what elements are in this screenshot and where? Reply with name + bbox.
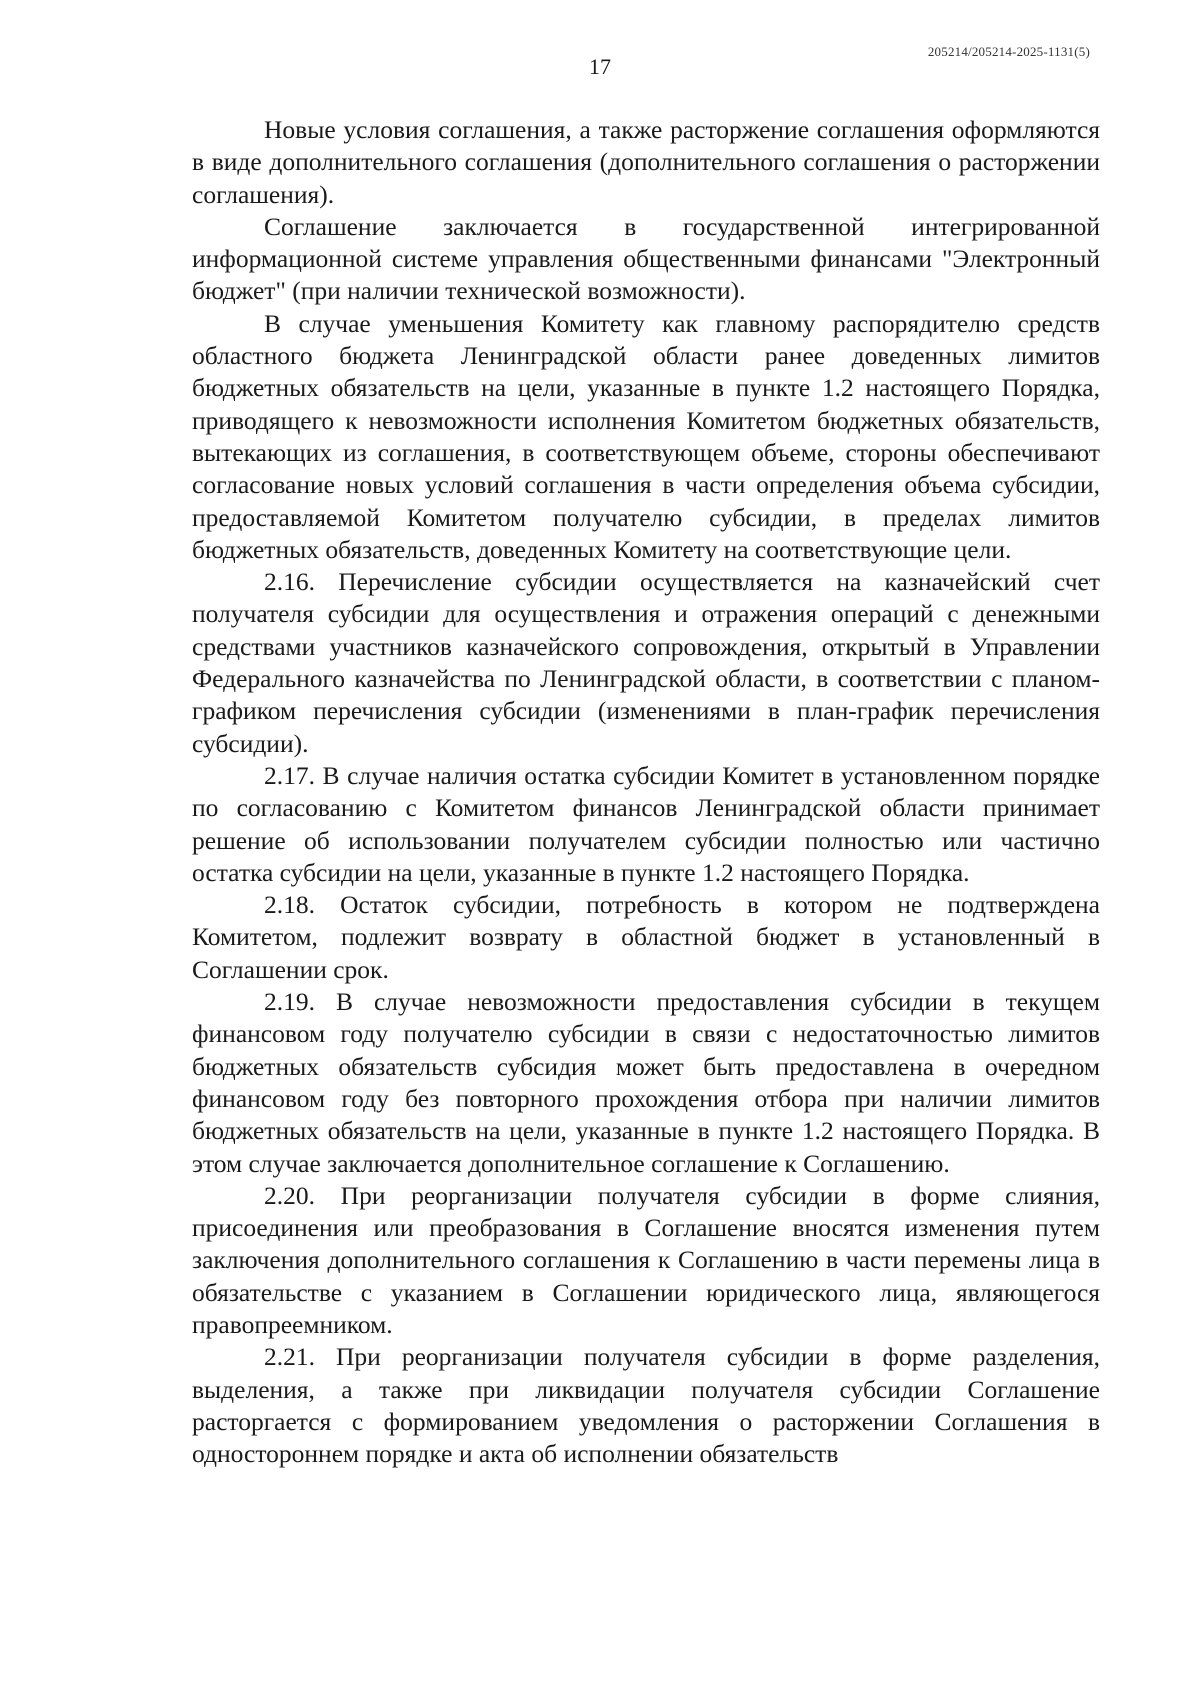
- paragraph: Соглашение заключается в государственной интегрированной информационной системе управления общественными финансами "Электронный бюджет" (при наличии технической возможности).: [192, 211, 1100, 306]
- paragraph: Новые условия соглашения, а также расторжение соглашения оформляются в виде дополнительного соглашения (дополнительного соглашения о расторжении соглашения).: [192, 115, 1100, 209]
- paragraph: 2.17. В случае наличия остатка субсидии Комитет в установленном порядке по согласованию с Комитетом финансов Ленинградской области принимает решение об использовании получателем субсидии полностью или частично остатка субсидии на цели, указанные в пункте 1.2 настоящего Порядка.: [192, 760, 1100, 887]
- page-number: 17: [589, 54, 611, 79]
- paragraph: 2.20. При реорганизации получателя субсидии в форме слияния, присоединения или преобразования в Соглашение вносятся изменения путем заключения дополнительного соглашения к Соглашению в части перемены лица в обязательстве с указанием в Соглашении юридического лица, являющегося правопреемником.: [192, 1180, 1100, 1339]
- paragraph: 2.21. При реорганизации получателя субсидии в форме разделения, выделения, а также при ликвидации получателя субсидии Соглашение расторгается с формированием уведомления о расторжении Соглашения в одностороннем порядке и акта об исполнении обязательств: [192, 1342, 1100, 1469]
- paragraph: 2.18. Остаток субсидии, потребность в котором не подтверждена Комитетом, подлежит возврату в областной бюджет в установленный в Соглашении срок.: [192, 890, 1100, 984]
- paragraph: В случае уменьшения Комитету как главному распорядителю средств областного бюджета Ленинградской области ранее доведенных лимитов бюджетных обязательств на цели, указанные в пункте 1.2 настоящего Порядка, приводящего к невозможности исполнения Комитетом бюджетных обязательств, вытекающих из соглашения, в соответствующем объеме, стороны обеспечивают согласование новых условий соглашения в части определения объема субсидии, предоставляемой Комитетом получателю субсидии, в пределах лимитов бюджетных обязательств, доведенных Комитету на соответствующие цели.: [192, 308, 1100, 564]
- paragraph: 2.19. В случае невозможности предоставления субсидии в текущем финансовом году получателю субсидии в связи с недостаточностью лимитов бюджетных обязательств субсидия может быть предоставлена в очередном финансовом году без повторного прохождения отбора при наличии лимитов бюджетных обязательств на цели, указанные в пункте 1.2 настоящего Порядка. В этом случае заключается дополнительное соглашение к Соглашению.: [192, 987, 1100, 1178]
- paragraph: 2.16. Перечисление субсидии осуществляется на казначейский счет получателя субсидии для осуществления и отражения операций с денежными средствами участников казначейского сопровождения, открытый в Управлении Федерального казначейства по Ленинградской области, в соответствии с планом-графиком перечисления субсидии (изменениями в план-график перечисления субсидии).: [192, 567, 1100, 758]
- document-body: [192, 114, 1100, 1470]
- document-id: 205214/205214-2025-1131(5): [927, 44, 1090, 59]
